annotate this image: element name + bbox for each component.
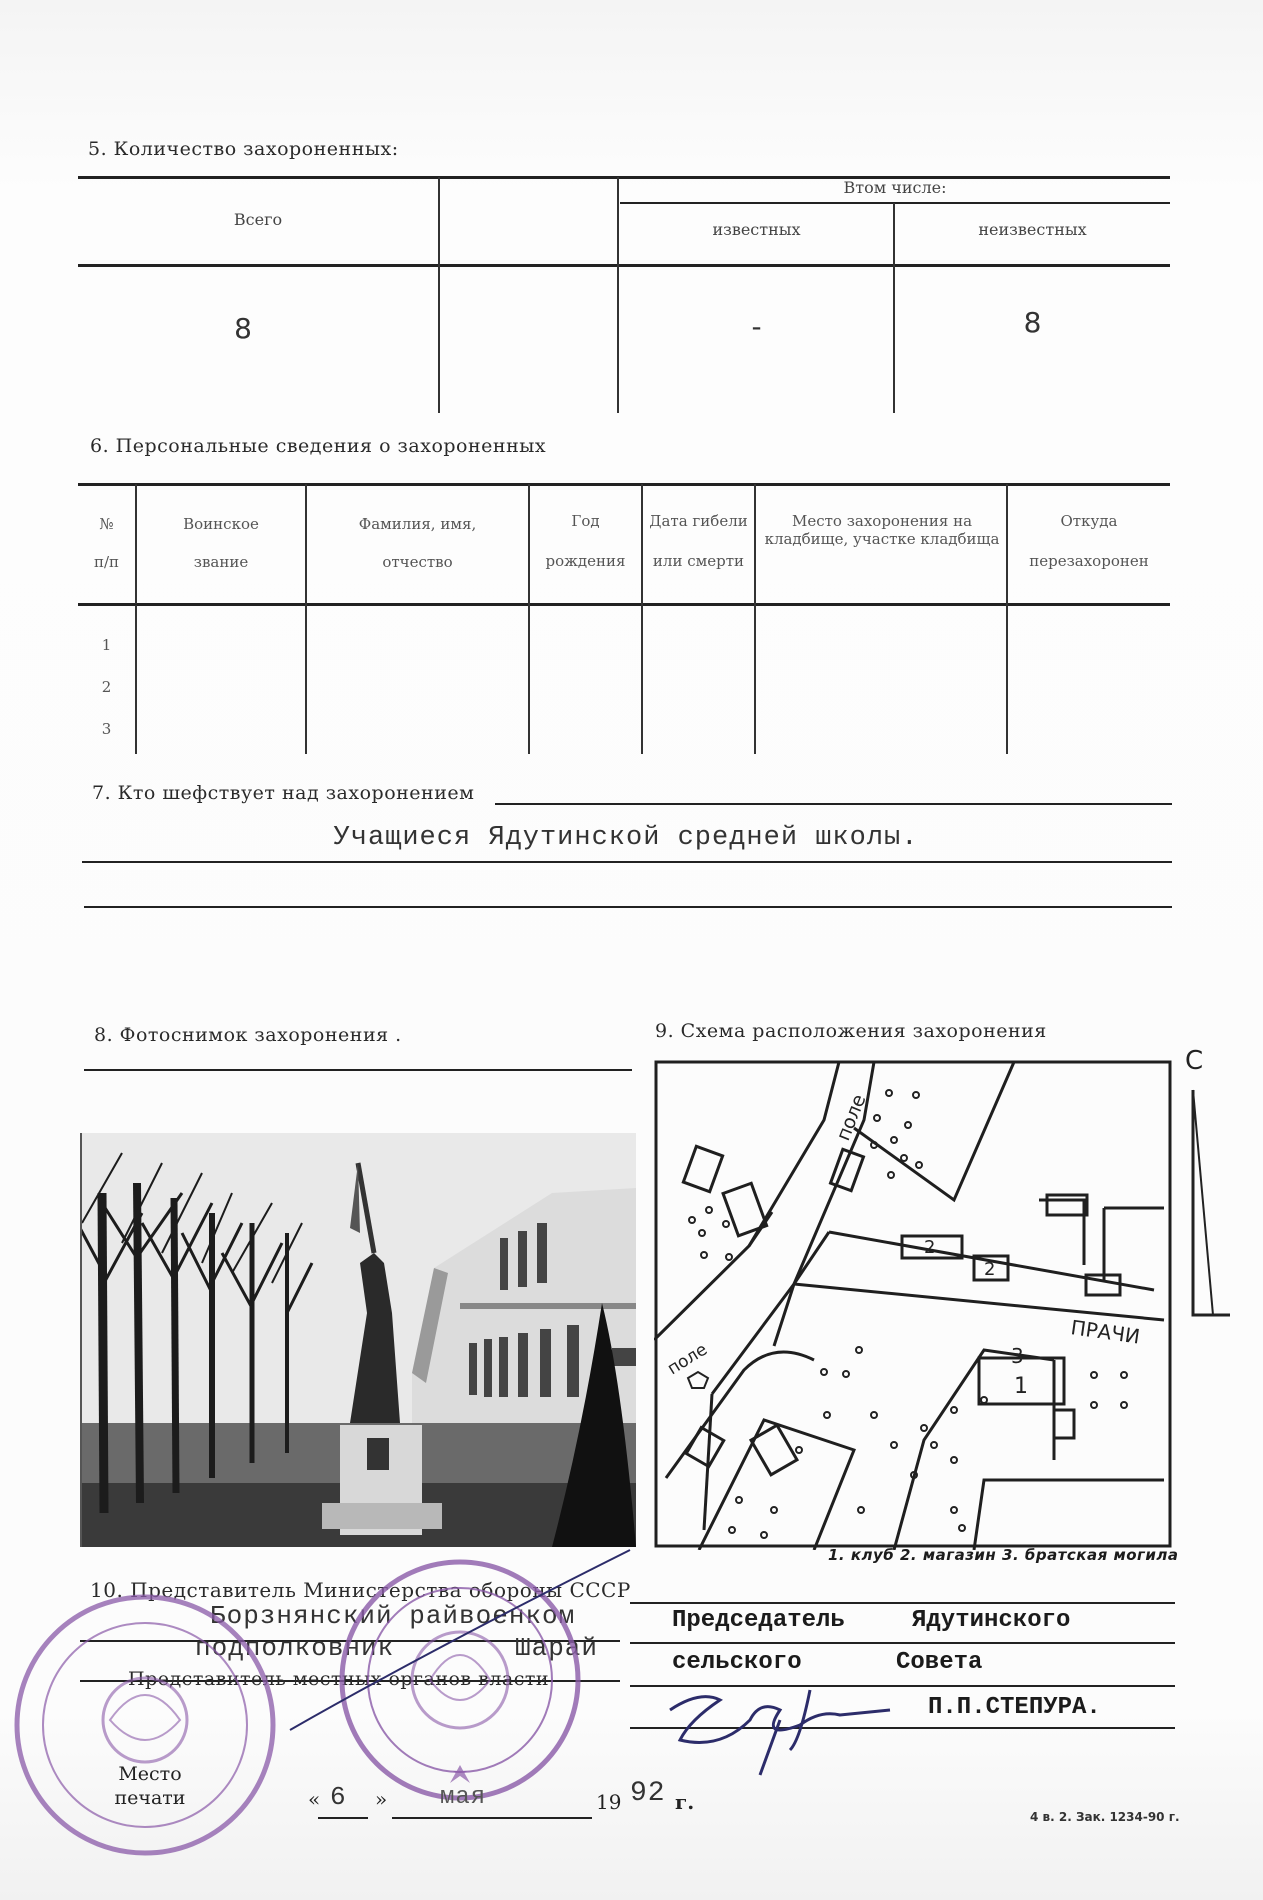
col-known-header: известных xyxy=(712,220,801,239)
hdr-from-1: Откуда xyxy=(1060,512,1118,530)
chair-word2: Ядутинского xyxy=(912,1607,1071,1634)
label-street: ПРАЧИ xyxy=(1069,1315,1142,1349)
section7-title: 7. Кто шефствует над захоронением xyxy=(92,782,475,804)
document-page: 5. Количество захороненных: Всего Втом числе: известных неизвестных 8 - 8 6. Персональные сведения о захороненных № п/п Воинское звание Фамилия, имя, отчество Год рождения Дата гибели или смерти Место захоронения на кладбище, участке кладбища Откуда перезахоронен 1 2 3 7. Кто шефствует над захоронением Учащиеся Ядутинской средней школы. 8. Фотоснимок захоронения . 9. Схема расположения захоронения поле поле ПРАЧИ 1 2 2 3 С 1. клуб 2. магазин 3. братская могила 10. Представитель Министерства обороны СССР Борзнянский райвоенком подполковник Шарай Представитель местных органов власти Председатель Ядутинского сельского Совета П.П.СТЕПУРА. Место печати « 6 » мая 19 92 г. 4 в. 2. Зак. 1234-90 г. xyxy=(0,0,1263,1900)
col-all-header: Всего xyxy=(233,210,283,229)
hdr-year-1: Год xyxy=(571,512,600,530)
hdr-death-2: или смерти xyxy=(652,552,745,570)
date-year-suffix: 92 xyxy=(630,1778,666,1809)
pen-stroke xyxy=(280,1540,640,1740)
chair-word1: Председатель xyxy=(672,1607,845,1634)
hdr-num-1: № xyxy=(99,515,114,533)
label-num-3: 3 xyxy=(1011,1344,1024,1368)
hdr-from-2: перезахоронен xyxy=(1029,552,1149,570)
hdr-year-2: рождения xyxy=(545,552,626,570)
row-1-num: 1 xyxy=(101,636,112,654)
mil-rep-line2: подполковник xyxy=(195,1633,395,1663)
chair-name: П.П.СТЕПУРА. xyxy=(928,1694,1101,1721)
hdr-rank-2: звание xyxy=(193,553,249,571)
label-num-2a: 2 xyxy=(924,1237,936,1258)
mil-rep-name: Шарай xyxy=(515,1633,599,1663)
chair-signature xyxy=(660,1680,900,1780)
burial-photo xyxy=(80,1133,636,1547)
patron-value: Учащиеся Ядутинской средней школы. xyxy=(333,823,919,853)
north-arrow-icon xyxy=(1185,1085,1235,1325)
north-label: С xyxy=(1185,1046,1204,1076)
value-all: 8 xyxy=(234,312,252,345)
value-known: - xyxy=(751,310,762,343)
label-field-top: поле xyxy=(832,1091,871,1144)
mil-rep-line1: Борзнянский райвоенком xyxy=(210,1601,576,1631)
row-3-num: 3 xyxy=(101,720,112,738)
hdr-name-1: Фамилия, имя, xyxy=(358,515,477,533)
col-unknown-header: неизвестных xyxy=(978,220,1087,239)
label-field-left: поле xyxy=(664,1339,711,1380)
village-council-seal xyxy=(10,1590,280,1860)
hdr-name-2: отчество xyxy=(382,553,453,571)
label-num-1: 1 xyxy=(1014,1374,1028,1399)
date-year-prefix: 19 xyxy=(596,1790,622,1814)
section10-title: 10. Представитель Министерства обороны СССР xyxy=(90,1578,631,1602)
date-suffix: г. xyxy=(675,1790,695,1814)
row-2-num: 2 xyxy=(101,678,112,696)
section5-title: 5. Количество захороненных: xyxy=(88,138,399,160)
section8-title: 8. Фотоснимок захоронения . xyxy=(94,1024,402,1046)
stamp-place-label: Место печати xyxy=(114,1763,186,1809)
local-rep-title: Представитель местных органов власти xyxy=(128,1668,550,1690)
hdr-num-2: п/п xyxy=(93,553,120,571)
date-day: 6 xyxy=(330,1782,347,1812)
hdr-place: Место захоронения на кладбище, участке кладбища xyxy=(764,512,1000,548)
memorial-photo-image xyxy=(82,1133,636,1547)
section9-title: 9. Схема расположения захоронения xyxy=(655,1020,1047,1042)
chair-word3: сельского xyxy=(672,1649,802,1676)
burial-location-scheme xyxy=(654,1060,1174,1550)
scheme-legend: 1. клуб 2. магазин 3. братская могила xyxy=(828,1546,1179,1564)
printer-mark: 4 в. 2. Зак. 1234-90 г. xyxy=(1030,1810,1180,1824)
date-month: мая xyxy=(440,1784,487,1811)
chair-word4: Совета xyxy=(896,1649,983,1676)
value-unknown: 8 xyxy=(1023,306,1042,339)
col-including-header: Втом числе: xyxy=(843,178,947,197)
hdr-death-1: Дата гибели xyxy=(649,512,748,530)
section6-title: 6. Персональные сведения о захороненных xyxy=(90,435,547,457)
hdr-rank-1: Воинское xyxy=(183,515,259,533)
label-num-2b: 2 xyxy=(984,1259,996,1280)
